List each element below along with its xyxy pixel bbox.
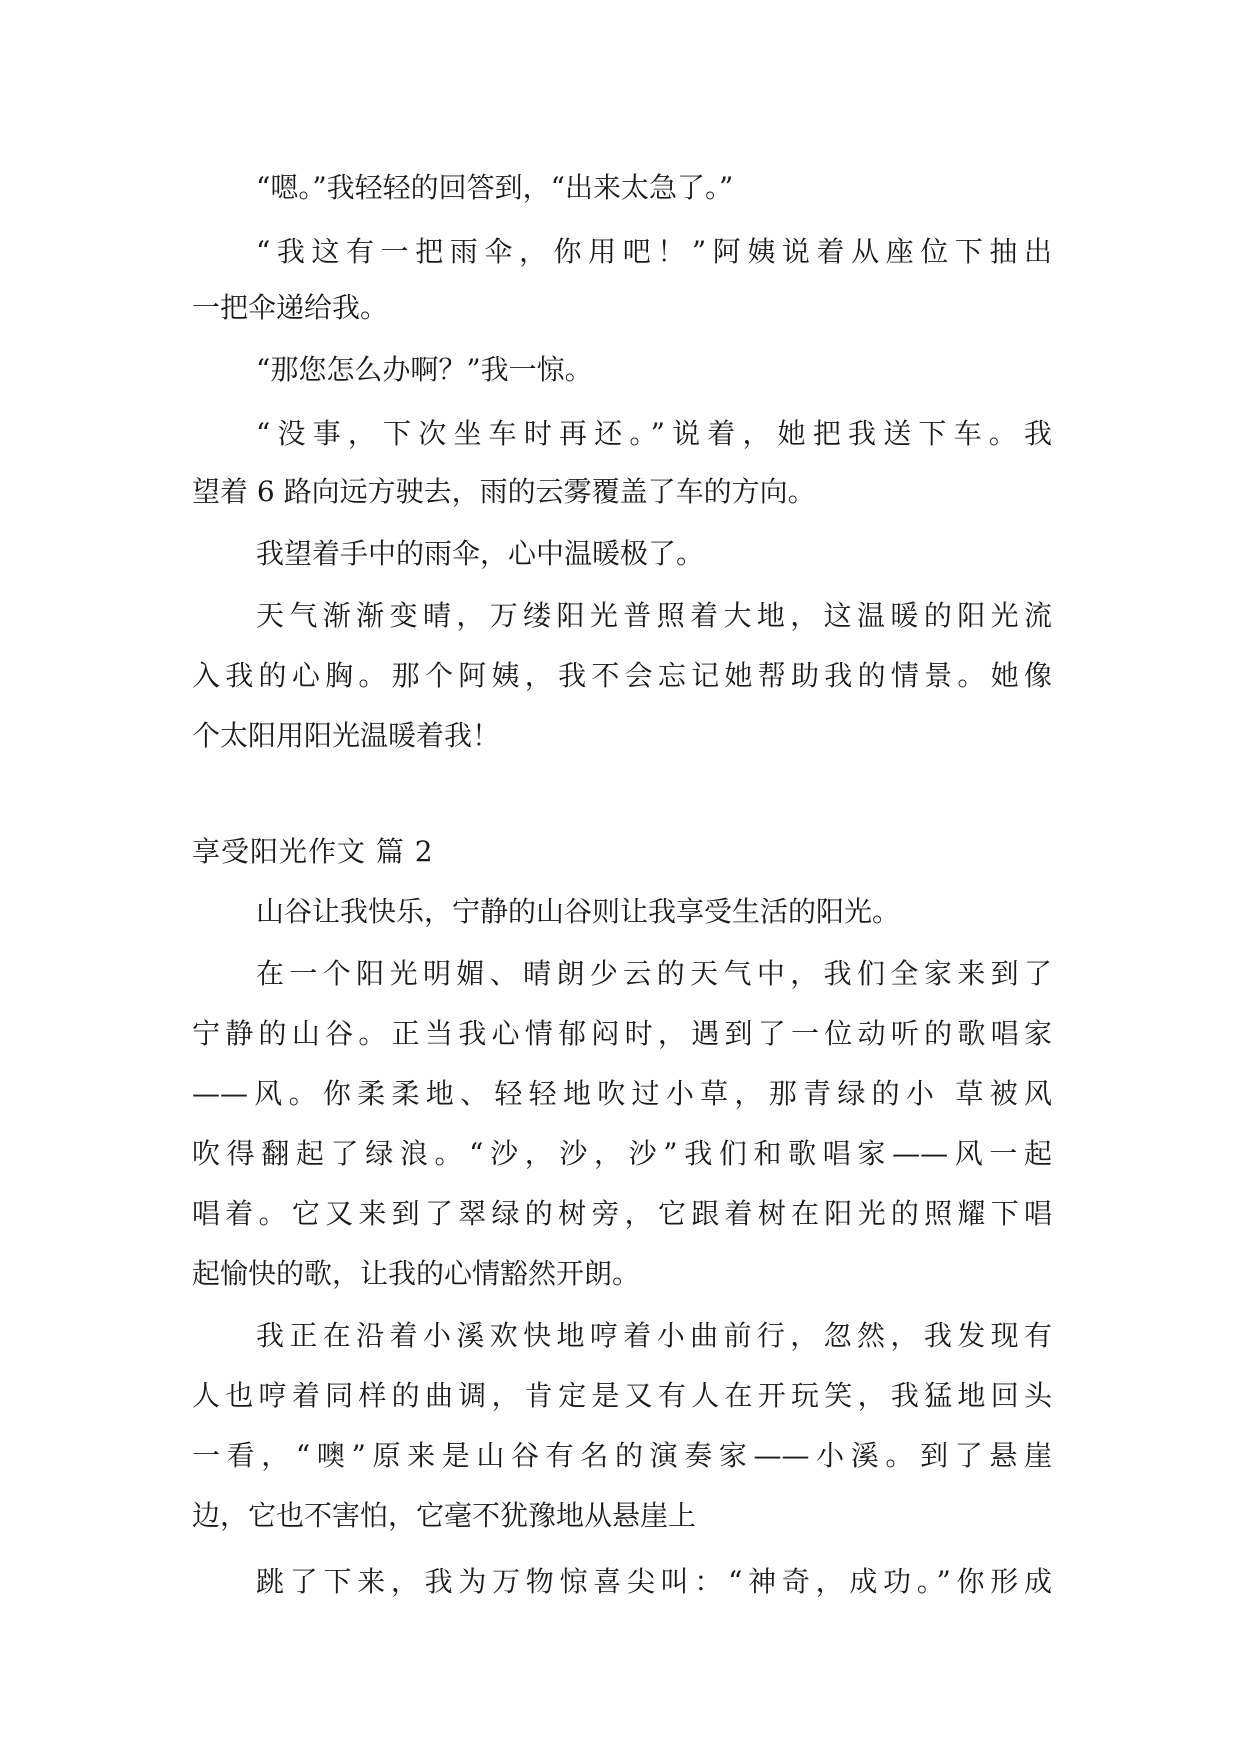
paragraph-line: “我这有一把雨伞，你用吧！”阿姨说着从座位下抽出 [256,235,1052,268]
paragraph-line: ——风。你柔柔地、轻轻地吹过小草，那青绿的小 草被风 [192,1077,1052,1110]
paragraph-line: 吹得翻起了绿浪。“沙，沙，沙”我们和歌唱家——风一起 [192,1137,1052,1170]
paragraph-line: 起愉快的歌，让我的心情豁然开朗。 [192,1257,641,1290]
section-heading: 享受阳光作文 篇 2 [192,835,434,868]
paragraph-line: 我正在沿着小溪欢快地哼着小曲前行，忽然，我发现有 [256,1319,1052,1352]
paragraph-line: 一把伞递给我。 [192,291,389,324]
paragraph-line: “那您怎么办啊？”我一惊。 [256,353,593,386]
paragraph-line: 唱着。它又来到了翠绿的树旁，它跟着树在阳光的照耀下唱 [192,1197,1052,1230]
paragraph-line: 入我的心胸。那个阿姨，我不会忘记她帮助我的情景。她像 [192,659,1052,692]
paragraph-line: 我望着手中的雨伞，心中温暖极了。 [256,537,705,570]
paragraph-line: “嗯。”我轻轻的回答到，“出来太急了。” [256,171,734,204]
paragraph-line: 在一个阳光明媚、晴朗少云的天气中，我们全家来到了 [256,957,1052,990]
paragraph-line: 个太阳用阳光温暖着我！ [192,719,501,752]
paragraph-line: 宁静的山谷。正当我心情郁闷时，遇到了一位动听的歌唱家 [192,1017,1052,1050]
paragraph-line: “没事，下次坐车时再还。”说着，她把我送下车。我 [256,417,1052,450]
paragraph-line: 望着 6 路向远方驶去，雨的云雾覆盖了车的方向。 [192,475,816,508]
paragraph-line: 人也哼着同样的曲调，肯定是又有人在开玩笑，我猛地回头 [192,1379,1052,1412]
paragraph-line: 边，它也不害怕，它毫不犹豫地从悬崖上 [192,1499,697,1532]
paragraph-line: 天气渐渐变晴，万缕阳光普照着大地，这温暖的阳光流 [256,599,1052,632]
paragraph-line: 一看，“噢”原来是山谷有名的演奏家——小溪。到了悬崖 [192,1439,1052,1472]
paragraph-line: 跳了下来，我为万物惊喜尖叫：“神奇，成功。”你形成 [256,1565,1052,1598]
paragraph-line: 山谷让我快乐，宁静的山谷则让我享受生活的阳光。 [256,895,901,928]
